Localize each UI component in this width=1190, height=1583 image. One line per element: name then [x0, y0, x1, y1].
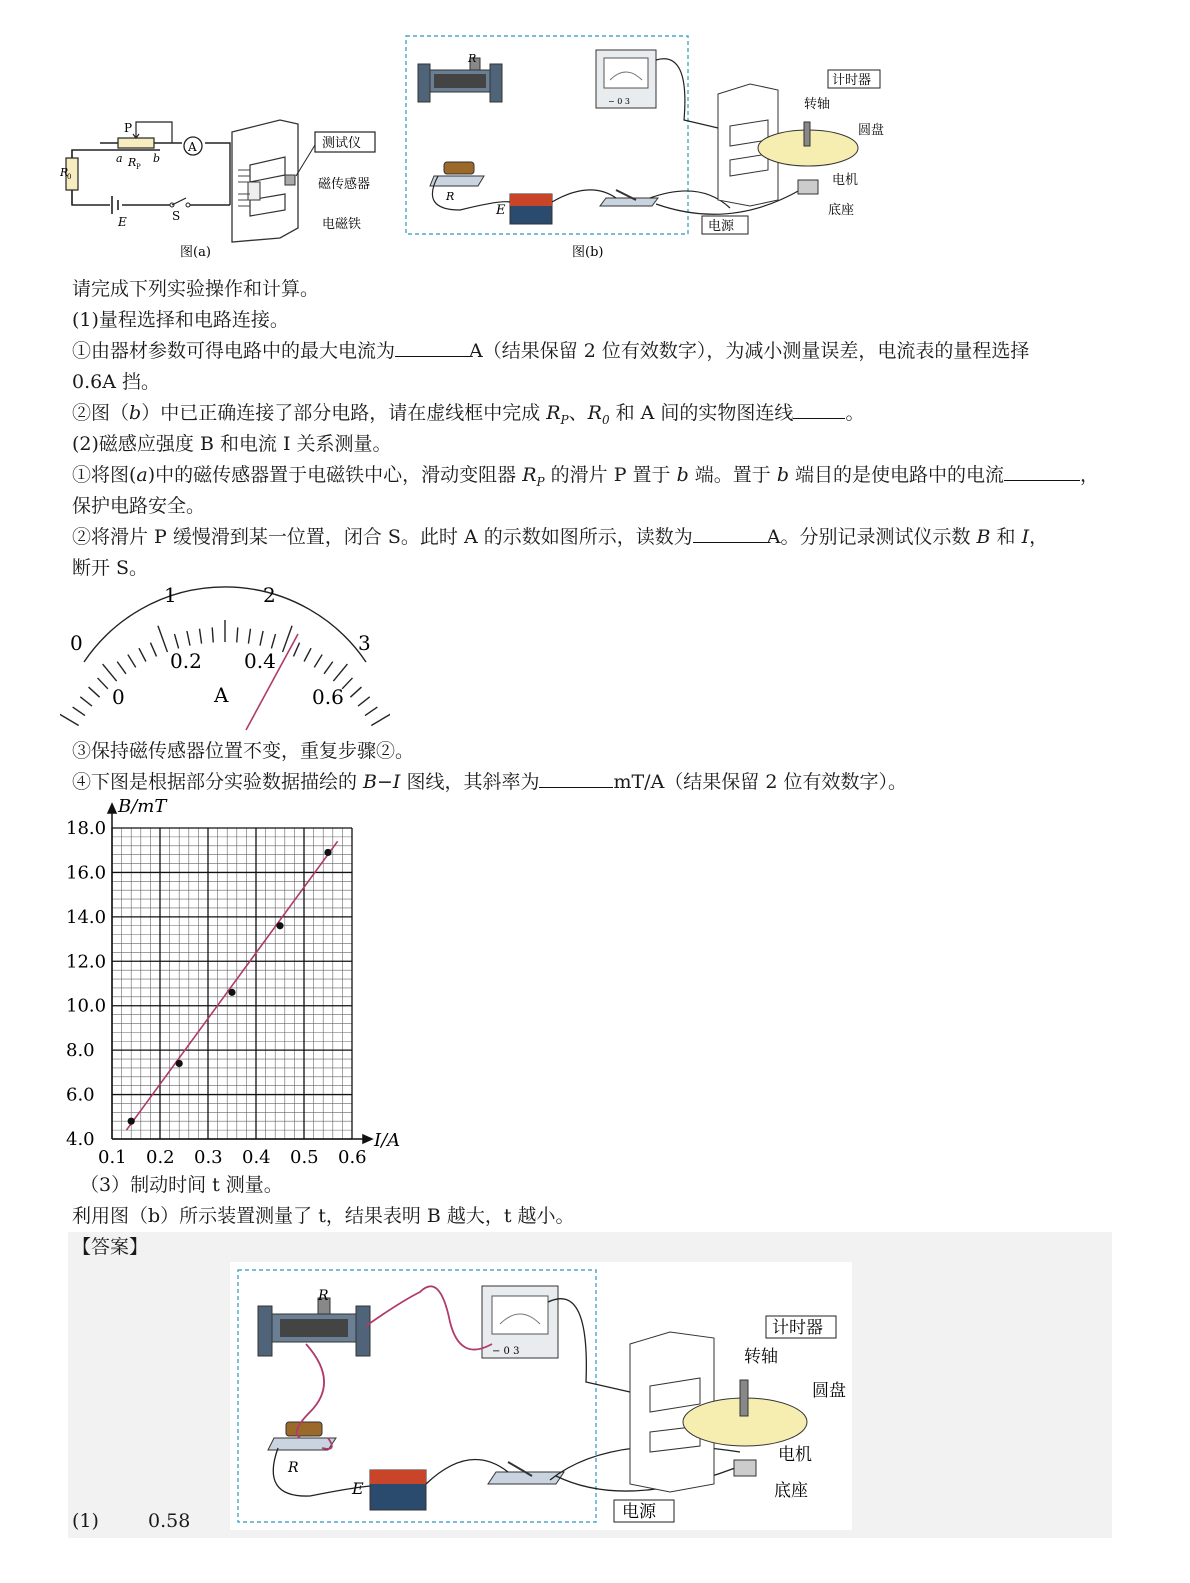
svg-text:磁传感器: 磁传感器 — [318, 177, 371, 192]
blank-wiring[interactable] — [793, 398, 845, 419]
svg-text:图(a): 图(a) — [180, 245, 211, 260]
r0-device — [430, 162, 484, 203]
svg-text:电源: 电源 — [622, 1502, 656, 1522]
q1-2: ②图（b）中已正确连接了部分电路，请在虚线框中完成 $R_P$、$R_0$ 和 A 间的实物图连线 。 — [72, 398, 864, 435]
svg-text:R: R — [288, 1460, 299, 1476]
shaft — [804, 122, 810, 146]
svg-text:a: a — [116, 152, 123, 165]
q2-1-cont: 保护电路安全。 — [72, 495, 206, 517]
meter-tick — [260, 631, 263, 646]
answer-figure — [230, 1262, 852, 1530]
svg-text:圆盘: 圆盘 — [858, 123, 885, 138]
svg-text:E: E — [496, 203, 506, 218]
svg-text:底座: 底座 — [828, 203, 855, 218]
blank-current-purpose[interactable] — [1004, 460, 1080, 481]
meter-tick — [333, 664, 347, 681]
meter-bot-0: 0 — [112, 685, 125, 709]
meter-tick — [324, 662, 333, 674]
x-tick-label: 0.2 — [146, 1147, 175, 1168]
data-point — [228, 989, 235, 996]
data-point — [324, 849, 331, 856]
meter-unit: A — [214, 683, 229, 707]
meter-tick — [98, 678, 108, 689]
y-tick-label: 10.0 — [66, 995, 107, 1017]
meter-tick — [103, 664, 117, 681]
rheostat-device — [418, 52, 502, 102]
ammeter-device — [596, 50, 656, 108]
answer-motor-base — [734, 1460, 756, 1476]
svg-text:R: R — [318, 1288, 329, 1304]
rp-rheostat — [118, 138, 154, 148]
meter-bot-3: 0.6 — [312, 685, 344, 709]
answer-item-label: (1) — [72, 1510, 99, 1532]
q2-2-cont: 断开 S。 — [72, 557, 149, 579]
svg-text:b: b — [153, 152, 161, 165]
meter-tick — [212, 627, 213, 642]
data-point — [128, 1118, 135, 1125]
x-tick-label: 0.4 — [242, 1147, 271, 1168]
meter-top-2: 2 — [263, 583, 276, 607]
y-axis-label: B/mT — [118, 796, 167, 817]
meter-tick — [80, 697, 92, 706]
svg-text:− 0 3: − 0 3 — [492, 1346, 520, 1357]
q2-4: ④下图是根据部分实验数据描绘的 B−I 图线，其斜率为 mT/A（结果保留 2 位有效数字）。 — [72, 767, 907, 797]
svg-text:E: E — [118, 215, 127, 229]
svg-text:转轴: 转轴 — [804, 97, 831, 112]
meter-tick — [371, 711, 390, 725]
y-tick-label: 16.0 — [66, 862, 107, 884]
meter-tick — [73, 707, 85, 716]
svg-text:R: R — [468, 52, 477, 65]
meter-tick — [248, 629, 250, 644]
svg-text:R: R — [446, 190, 455, 203]
x-tick-label: 0.3 — [194, 1147, 223, 1168]
svg-text:圆盘: 圆盘 — [812, 1381, 846, 1401]
q1-1: ①由器材参数可得电路中的最大电流为 A（结果保留 2 位有效数字），为减小测量误差，电流表的量程选择 — [72, 336, 1029, 366]
svg-text:电源: 电源 — [708, 219, 735, 234]
answer-shaft — [740, 1380, 748, 1416]
meter-tick — [150, 643, 156, 657]
svg-text:P: P — [136, 163, 141, 171]
switch-device — [600, 198, 658, 206]
x-axis-label: I/A — [374, 1130, 401, 1151]
motor-base — [798, 180, 818, 194]
svg-text:S: S — [172, 209, 181, 223]
meter-tick — [293, 643, 299, 657]
answer-item-value: 0.58 — [148, 1510, 191, 1532]
q2-1: ①将图(a)中的磁传感器置于电磁铁中心，滑动变阻器 $R_P$ 的滑片 P 置于 b 端。置于 b 端目的是使电路中的电流 ， — [72, 460, 1099, 497]
x-axis-arrow — [363, 1135, 372, 1143]
blank-meter-reading[interactable] — [693, 522, 767, 543]
x-tick-label: 0.6 — [338, 1147, 367, 1168]
meter-tick — [117, 662, 126, 674]
svg-text:A: A — [188, 140, 197, 154]
svg-text:E: E — [352, 1479, 364, 1498]
meter-tick — [128, 655, 136, 668]
meter-top-3: 3 — [358, 631, 371, 655]
battery-device — [495, 194, 552, 224]
meter-bot-2: 0.4 — [244, 649, 276, 673]
figure-b — [400, 30, 920, 262]
y-axis-arrow — [108, 804, 116, 813]
svg-text:R: R — [60, 166, 69, 179]
part3-heading: （3）制动时间 t 测量。 — [80, 1174, 283, 1196]
svg-text:底座: 底座 — [774, 1481, 808, 1501]
data-point — [276, 922, 283, 929]
meter-tick — [365, 707, 377, 716]
answer-header: 【答案】 — [72, 1236, 149, 1258]
meter-tick — [314, 655, 322, 668]
meter-top-1: 1 — [164, 583, 177, 607]
blank-slope[interactable] — [539, 767, 613, 788]
magnetic-sensor — [285, 175, 295, 185]
part3-text: 利用图（b）所示装置测量了 t，结果表明 B 越大，t 越小。 — [72, 1205, 575, 1227]
meter-tick — [350, 687, 361, 697]
meter-tick — [60, 711, 79, 725]
answer-ammeter — [482, 1286, 558, 1358]
meter-tick — [358, 697, 370, 706]
svg-text:R: R — [128, 156, 137, 169]
meter-tick — [304, 648, 311, 661]
y-tick-label: 4.0 — [66, 1129, 95, 1150]
meter-tick — [89, 687, 100, 697]
svg-text:− 0 3: − 0 3 — [608, 97, 630, 106]
svg-text:电磁铁: 电磁铁 — [322, 217, 362, 232]
svg-text:电机: 电机 — [832, 173, 859, 188]
fit-line — [126, 841, 337, 1130]
data-point — [176, 1060, 183, 1067]
svg-text:转轴: 转轴 — [744, 1347, 778, 1367]
y-tick-label: 8.0 — [66, 1040, 95, 1062]
figure-a — [60, 110, 390, 265]
meter-tick — [175, 634, 179, 648]
y-tick-label: 6.0 — [66, 1084, 95, 1106]
y-tick-label: 14.0 — [66, 906, 107, 928]
meter-top-0: 0 — [70, 631, 83, 655]
meter-tick — [237, 627, 238, 642]
intro-text: 请完成下列实验操作和计算。 — [72, 278, 320, 300]
svg-text:P: P — [124, 121, 133, 135]
part2-heading: (2)磁感应强度 B 和电流 I 关系测量。 — [72, 433, 392, 455]
bi-chart — [64, 796, 424, 1171]
meter-tick — [139, 648, 146, 661]
x-tick-label: 0.5 — [290, 1147, 319, 1168]
svg-text:0: 0 — [67, 173, 72, 181]
meter-tick — [158, 626, 167, 652]
meter-bot-1: 0.2 — [170, 649, 202, 673]
meter-tick — [187, 631, 190, 646]
svg-text:计时器: 计时器 — [772, 1318, 823, 1338]
meter-tick — [271, 634, 275, 648]
meter-tick — [200, 629, 202, 644]
svg-text:计时器: 计时器 — [832, 73, 872, 88]
ammeter-scale — [60, 582, 390, 732]
q2-2: ②将滑片 P 缓慢滑到某一位置，闭合 S。此时 A 的示数如图所示，读数为 A。分别记录测试仪示数 B 和 I， — [72, 522, 1048, 552]
part1-heading: (1)量程选择和电路连接。 — [72, 309, 289, 331]
q2-3: ③保持磁传感器位置不变，重复步骤②。 — [72, 740, 415, 762]
svg-text:电机: 电机 — [778, 1445, 812, 1465]
blank-max-current[interactable] — [395, 336, 469, 357]
svg-text:图(b): 图(b) — [572, 245, 604, 260]
y-tick-label: 12.0 — [66, 951, 107, 973]
x-tick-label: 0.1 — [98, 1147, 127, 1168]
y-tick-label: 18.0 — [66, 818, 107, 839]
q1-1-cont: 0.6A 挡。 — [72, 371, 160, 393]
svg-text:测试仪: 测试仪 — [322, 136, 362, 151]
